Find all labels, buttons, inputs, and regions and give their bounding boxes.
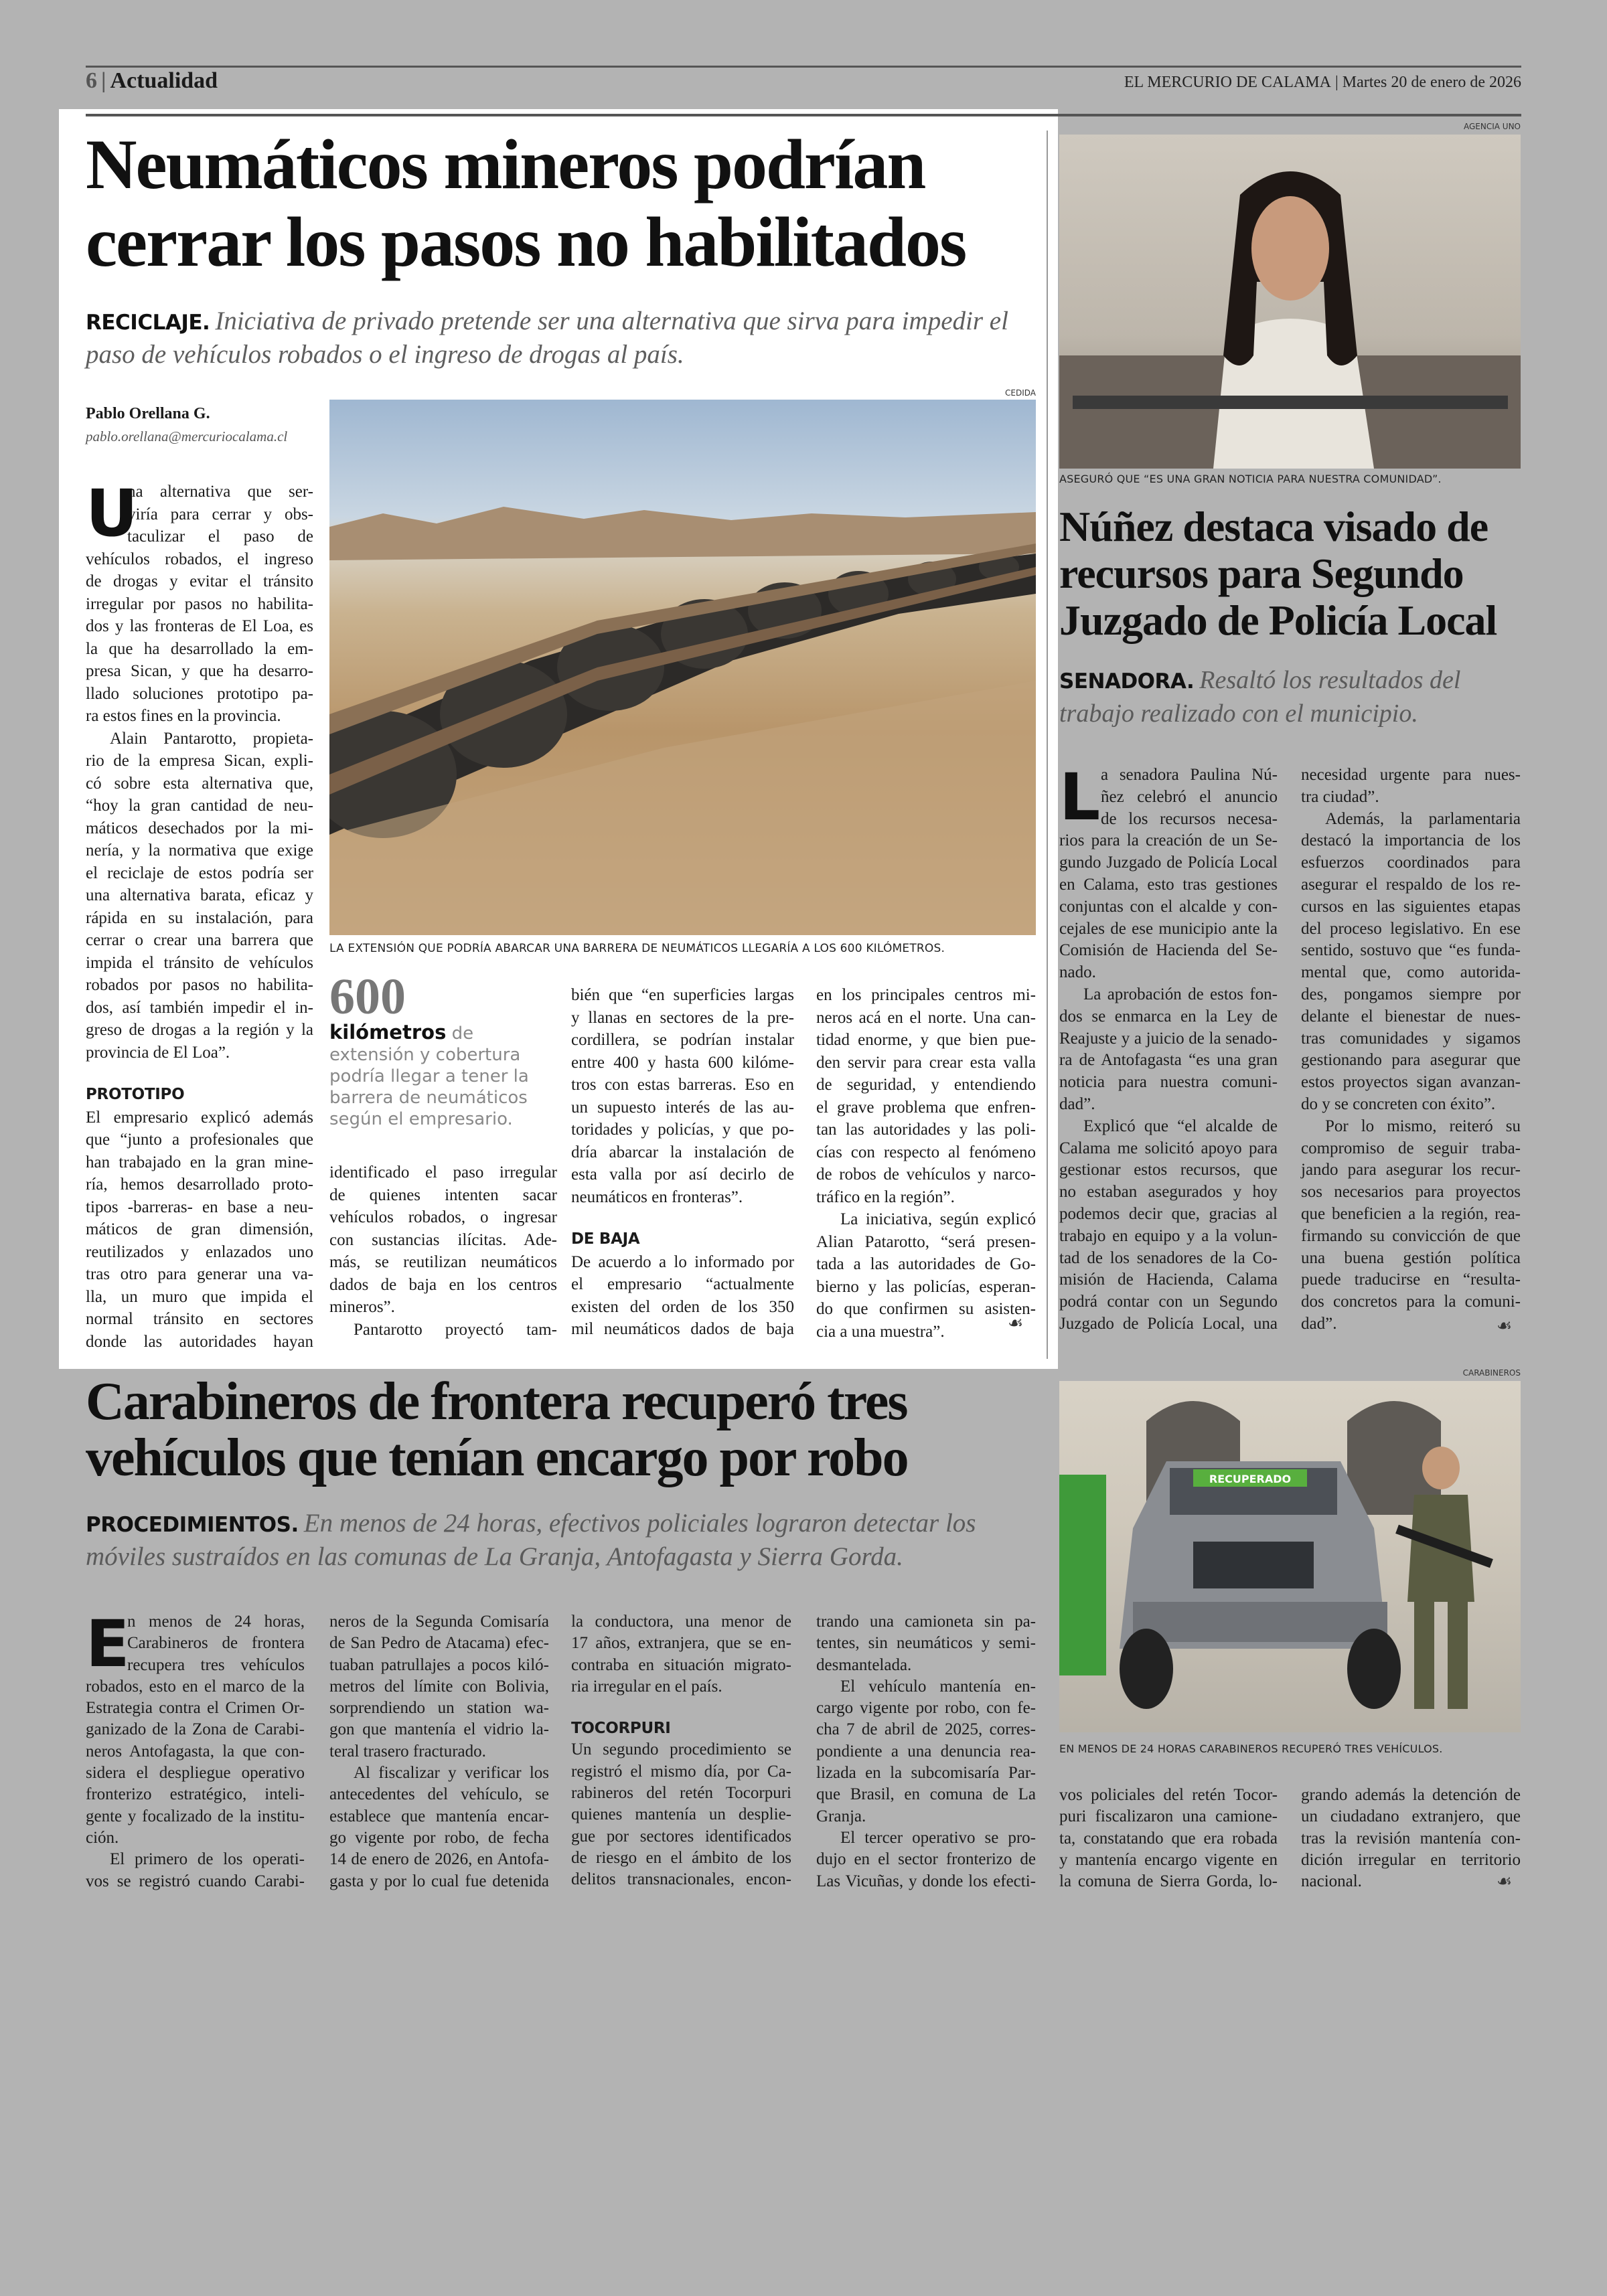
text-line: ción. xyxy=(86,1828,119,1847)
paragraph xyxy=(1301,809,1521,1116)
paragraph xyxy=(86,1607,305,1849)
text-line: misión de Hacienda, Calama xyxy=(1059,1270,1278,1289)
text-line: sos necesarios para proyectos xyxy=(1301,1183,1521,1202)
text-line: el reciclaje de estos podría ser xyxy=(86,864,313,882)
headline-line: recursos para Segundo xyxy=(1059,550,1464,597)
text-line: gon que mantenía el vidrio la- xyxy=(329,1720,549,1739)
text-line: esta valla por así decirlo de xyxy=(571,1165,794,1183)
text-line: el grave problema que enfren- xyxy=(816,1098,1036,1117)
text-line: cordillera, se podrían instalar xyxy=(571,1031,794,1049)
section-name: Actualidad xyxy=(110,68,218,93)
text-line: La aprobación de estos fon- xyxy=(1083,985,1278,1003)
text-line: que beneficien a la región, rea- xyxy=(1301,1204,1521,1223)
recovered-vehicle-illustration xyxy=(1059,1381,1521,1732)
article-3-column-3 xyxy=(571,1611,791,1891)
text-line: ganizado de la Zona de Carabi- xyxy=(86,1720,305,1739)
headline-line: Juzgado de Policía Local xyxy=(1059,596,1497,644)
article-1-column-3 xyxy=(571,984,794,1341)
text-line: necesidad urgente para nues- xyxy=(1301,766,1521,784)
text-line: sorprendiendo un station wa- xyxy=(329,1699,549,1718)
text-line: de drogas y evitar el tránsito xyxy=(86,572,313,590)
article-3-column-5 xyxy=(1059,1785,1278,1892)
text-line: presa Sican, y que ha desarro- xyxy=(86,662,313,680)
text-line: cursos en las siguientes etapas xyxy=(1301,897,1521,916)
article-1-headline xyxy=(86,126,1023,281)
text-line: desmantelada. xyxy=(816,1655,912,1674)
text-line: dados de baja en los centros xyxy=(329,1275,557,1294)
text-line: quienes mantenía un desplie- xyxy=(571,1805,791,1824)
text-line: na alternativa que ser- xyxy=(127,483,313,501)
paragraph xyxy=(1301,1116,1521,1335)
text-line: irregular por pasos no habilita- xyxy=(86,594,313,613)
byline-email[interactable]: pablo.orellana@mercuriocalama.cl xyxy=(86,428,288,444)
publication-dateline: EL MERCURIO DE CALAMA | Martes 20 de enero de 2026 xyxy=(1124,74,1521,91)
text-line: dos se enmarca en la Ley de xyxy=(1059,1007,1278,1026)
text-line: tras otro para generar una va- xyxy=(86,1265,313,1283)
text-line: des, pongamos siempre por xyxy=(1301,985,1521,1003)
paragraph xyxy=(86,1106,313,1354)
text-line: tra ciudad”. xyxy=(1301,787,1379,806)
text-line: dos y las fronteras de El Loa, es xyxy=(86,617,313,635)
text-line: greso de drogas a la región y la xyxy=(86,1021,313,1039)
text-line: dos concretos para la comuni- xyxy=(1301,1293,1521,1311)
text-line: ta, constatando que era robada xyxy=(1059,1829,1278,1848)
drop-cap: U xyxy=(86,476,138,551)
deck-text: Resaltó los resultados del trabajo realizado con el municipio. xyxy=(1059,666,1461,728)
text-line: toridades y policías, y que po- xyxy=(571,1121,794,1139)
text-line: Carabineros de frontera xyxy=(127,1634,305,1653)
paragraph xyxy=(571,984,794,1208)
recovered-sign: RECUPERADO xyxy=(1209,1473,1292,1485)
text-line: 17 años, extranjera, que se en- xyxy=(571,1634,791,1653)
text-line: conjuntas con el alcalde y con- xyxy=(1059,897,1278,916)
headline-line: vehículos que tenían encargo por robo xyxy=(86,1428,908,1487)
text-line: robados por pasos no habilita- xyxy=(86,976,313,994)
text-line: trando una camioneta sin pa- xyxy=(816,1613,1036,1631)
paragraph xyxy=(86,1849,305,1892)
text-line: nado. xyxy=(1059,963,1096,982)
text-line: dición irregular en territorio xyxy=(1301,1850,1521,1869)
photo-caption: EN MENOS DE 24 HORAS CARABINEROS RECUPERÓ TRES VEHÍCULOS. xyxy=(1059,1742,1443,1755)
text-line: dad”. xyxy=(1301,1314,1337,1333)
text-line: cargo vigente por robo, con fe- xyxy=(816,1699,1036,1718)
photo-caption: LA EXTENSIÓN QUE PODRÍA ABARCAR UNA BARRERA DE NEUMÁTICOS LLEGARÍA A LOS 600 KILÓMETROS. xyxy=(329,942,945,955)
text-line: una buena gestión política xyxy=(1301,1248,1521,1267)
text-line: mil neumáticos dados de baja xyxy=(571,1320,794,1338)
text-line: grando además la detención de xyxy=(1301,1786,1521,1804)
text-line: tada a las autoridades de Go- xyxy=(816,1255,1036,1273)
text-line: de riesgo en el ámbito de los xyxy=(571,1848,791,1867)
paragraph xyxy=(329,1611,549,1762)
header-top-rule xyxy=(86,66,1521,68)
text-line: más, se reutilizan neumáticos xyxy=(329,1253,557,1271)
text-line: Juzgado de Policía Local, una xyxy=(1059,1314,1278,1333)
text-line: destacó la importancia de los xyxy=(1301,831,1521,850)
text-line: identificado el paso irregular xyxy=(329,1163,557,1181)
text-line: nacional. xyxy=(1301,1872,1362,1891)
text-line: robados, esto en el marco de la xyxy=(86,1677,305,1696)
headline-line: Neumáticos mineros podrían xyxy=(86,125,925,203)
text-line: firmando su convicción de que xyxy=(1301,1226,1521,1245)
text-line: máticos desechados por la mi- xyxy=(86,819,313,837)
article-2-column-1 xyxy=(1059,760,1278,1335)
text-line: metros del límite con Bolivia, xyxy=(329,1677,549,1696)
pull-quote-text: de extensión y cobertura podría llegar a tener la barrera de neumáticos según el empresario. xyxy=(329,1023,529,1129)
text-line: contraba en situación migrato- xyxy=(571,1655,791,1674)
photo-caption: ASEGURÓ QUE “ES UNA GRAN NOTICIA PARA NUESTRA COMUNIDAD”. xyxy=(1059,473,1442,485)
text-line: tuaban patrullajes a pocos kiló- xyxy=(329,1655,549,1674)
article-1-column-2 xyxy=(329,1161,557,1341)
text-line: máticos de gran dimensión, xyxy=(86,1220,313,1238)
text-line: gundo Juzgado de Policía Local xyxy=(1059,853,1278,872)
text-line: que Brasil, en comuna de La xyxy=(816,1785,1036,1804)
section-rule xyxy=(86,114,1521,116)
text-line: nería, y la normativa que exige xyxy=(86,841,313,859)
column-divider xyxy=(1047,131,1048,1359)
headline-line: Carabineros de frontera recuperó tres xyxy=(86,1372,907,1431)
text-line: podemos decir que, gracias al xyxy=(1059,1204,1278,1223)
text-line: go vigente por robo, de fecha xyxy=(329,1828,549,1847)
text-line: lizada en la subcomisaría Par- xyxy=(816,1764,1036,1783)
paragraph xyxy=(1301,1785,1521,1892)
text-line: entre 400 y hasta 600 kilóme- xyxy=(571,1053,794,1072)
text-line: Alian Patarotto, “será presen- xyxy=(816,1232,1036,1251)
text-line: y llanas en sectores de la pre- xyxy=(571,1008,794,1027)
text-line: rio de la empresa Sican, expli- xyxy=(86,752,313,770)
text-line: mineros”. xyxy=(329,1298,395,1316)
text-line: gasta y por lo cual fue detenida xyxy=(329,1872,549,1890)
text-line: antecedentes del vehículo, se xyxy=(329,1785,549,1804)
text-line: Comisión de Hacienda del Se- xyxy=(1059,941,1278,960)
end-of-article-icon: ☙ xyxy=(1008,1313,1024,1333)
text-line: en los principales centros mi- xyxy=(816,986,1036,1004)
text-line: Las Vicuñas, y donde los efecti- xyxy=(816,1872,1036,1890)
text-line: có sobre esta alternativa que, xyxy=(86,774,313,793)
text-line: dujo en el sector fronterizo de xyxy=(816,1850,1036,1869)
text-line: El tercer operativo se pro- xyxy=(840,1828,1036,1847)
headline-line: cerrar los pasos no habilitados xyxy=(86,203,966,281)
text-line: Además, la parlamentaria xyxy=(1325,809,1521,828)
text-line: ra estos fines en la provincia. xyxy=(86,707,281,725)
photo-credit: CARABINEROS xyxy=(1462,1368,1521,1378)
deck-text: Iniciativa de privado pretende ser una alternativa que sirva para impedir el paso de vehículos robados o el ingreso de drogas al país. xyxy=(86,307,1008,369)
text-line: Pantarotto proyectó tam- xyxy=(354,1320,557,1339)
article-3-deck xyxy=(86,1507,1037,1573)
text-line: pondiente a una denuncia rea- xyxy=(816,1742,1036,1760)
tire-barrier-illustration xyxy=(329,400,1036,935)
paragraph xyxy=(571,1739,791,1890)
text-line: han trabajado en la gran mine- xyxy=(86,1153,313,1171)
paragraph xyxy=(816,1827,1036,1892)
text-line: bierno y las policías, esperan- xyxy=(816,1277,1036,1296)
text-line: sidera el despliegue operativo xyxy=(86,1764,305,1783)
paragraph xyxy=(816,1611,1036,1676)
text-line: tras la revisión mantenía con- xyxy=(1301,1829,1521,1848)
paragraph xyxy=(1059,1116,1278,1335)
text-line: tras comunidades y sigamos xyxy=(1301,1029,1521,1048)
article-1-deck xyxy=(86,305,1030,371)
text-line: tan las autoridades y las poli- xyxy=(816,1121,1036,1139)
text-line: registró el mismo día, por Ca- xyxy=(571,1762,791,1781)
text-line: mental que, como autorida- xyxy=(1301,963,1521,982)
text-line: El primero de los operati- xyxy=(110,1850,305,1869)
text-line: normal tránsito en sectores xyxy=(86,1310,313,1328)
text-line: viría para cerrar y obs- xyxy=(127,505,313,523)
text-line: n menos de 24 horas, xyxy=(127,1613,305,1631)
paragraph xyxy=(1059,760,1278,984)
text-line: cerrar o crear una barrera que xyxy=(86,931,313,949)
text-line: existen del orden de los 350 xyxy=(571,1297,794,1316)
article-3-column-6 xyxy=(1301,1785,1521,1892)
page-section-label: 6 | Actualidad xyxy=(86,68,218,93)
text-line: rabineros del retén Tocorpuri xyxy=(571,1784,791,1803)
text-line: la que ha desarrollado la em- xyxy=(86,639,313,658)
text-line: ria irregular en el país. xyxy=(571,1677,722,1696)
text-line: ñez celebró el anuncio xyxy=(1101,787,1278,806)
text-line: do que confirmen su asisten- xyxy=(816,1300,1036,1318)
paragraph xyxy=(1059,1785,1278,1892)
text-line: de San Pedro de Atacama) efec- xyxy=(329,1634,549,1653)
text-line: donde las autoridades hayan xyxy=(86,1332,313,1351)
text-line: “hoy la gran cantidad de neu- xyxy=(86,797,313,815)
text-line: gente y focalizado de la institu- xyxy=(86,1807,305,1825)
text-line: bién que “en superficies largas xyxy=(571,986,794,1004)
text-line: vehículos robados, el ingreso xyxy=(86,550,313,568)
text-line: neros Antofagasta, la que con- xyxy=(86,1742,305,1760)
text-line: cías con respecto al fenómeno xyxy=(816,1143,1036,1161)
text-line: Alain Pantarotto, propieta- xyxy=(110,729,313,748)
text-line: a senadora Paulina Nú- xyxy=(1101,766,1278,784)
text-line: sentido, sostuvo que “es funda- xyxy=(1301,941,1521,960)
text-line: den servir para crear esta valla xyxy=(816,1053,1036,1072)
text-line: gue por sectores identificados xyxy=(571,1827,791,1846)
text-line: noticia para nuestra comuni- xyxy=(1059,1073,1278,1092)
text-line: la conductora, una menor de xyxy=(571,1613,791,1631)
text-line: lla, un muro que impida el xyxy=(86,1287,313,1306)
pull-quote-number: 600 xyxy=(329,969,406,1025)
article-2-deck xyxy=(1059,664,1521,730)
text-line: que “junto a profesionales que xyxy=(86,1131,313,1149)
end-of-article-icon: ☙ xyxy=(1497,1316,1513,1335)
text-line: puri fiscalizaron una camione- xyxy=(1059,1807,1278,1826)
text-line: de quienes intenten sacar xyxy=(329,1185,557,1204)
text-line: gestionar estos recursos, que xyxy=(1059,1161,1278,1179)
paragraph xyxy=(329,1319,557,1341)
text-line: neumáticos en fronteras”. xyxy=(571,1187,743,1206)
pull-quote xyxy=(329,969,557,1130)
text-line: cia a una muestra”. xyxy=(816,1322,945,1341)
text-line: Por lo mismo, reiteró su xyxy=(1325,1117,1521,1135)
text-line: del proceso legislativo. En ese xyxy=(1301,919,1521,938)
text-line: no estaban asegurados y hoy xyxy=(1059,1183,1278,1202)
text-line: el empresario “actualmente xyxy=(571,1275,794,1293)
text-line: tros con estas barreras. Eso en xyxy=(571,1076,794,1094)
senator-photo xyxy=(1059,135,1521,469)
text-line: un supuesto interés de las au- xyxy=(571,1098,794,1117)
text-line: fronterizo estratégico, inteli- xyxy=(86,1785,305,1804)
text-line: un ciudadano extranjero, que xyxy=(1301,1807,1521,1826)
article-1-column-4 xyxy=(816,984,1036,1343)
end-of-article-icon: ☙ xyxy=(1497,1872,1513,1891)
text-line: provincia de El Loa”. xyxy=(86,1043,230,1062)
text-line: podrá contar con un Segundo xyxy=(1059,1293,1278,1311)
text-line: ra de Antofagasta “es una gran xyxy=(1059,1051,1278,1070)
text-line: La iniciativa, según explicó xyxy=(840,1210,1036,1228)
article-1-column-1 xyxy=(86,476,313,1353)
text-line: Calama me solicitó apoyo para xyxy=(1059,1139,1278,1157)
paragraph xyxy=(329,1161,557,1319)
subheading: DE BAJA xyxy=(571,1230,640,1248)
paragraph xyxy=(86,728,313,1064)
photo-credit: AGENCIA UNO xyxy=(1463,122,1521,131)
text-line: Explicó que “el alcalde de xyxy=(1083,1117,1278,1135)
text-line: una alternativa barata, eficaz y xyxy=(86,886,313,904)
kicker: PROCEDIMIENTOS. xyxy=(86,1513,299,1537)
article-3-column-2 xyxy=(329,1611,549,1892)
paragraph xyxy=(816,1676,1036,1827)
text-line: El empresario explicó además xyxy=(86,1108,313,1127)
headline-line: Núñez destaca visado de xyxy=(1059,503,1488,550)
paragraph xyxy=(816,984,1036,1208)
text-line: tad de los senadores de la Co- xyxy=(1059,1248,1278,1267)
text-line: dría abarcar la instalación de xyxy=(571,1143,794,1161)
photo-credit: CEDIDA xyxy=(1005,388,1036,398)
text-line: cejales de ese municipio ante la xyxy=(1059,919,1278,938)
recovered-vehicle-photo xyxy=(1059,1381,1521,1732)
text-line: llado soluciones prototipo pa- xyxy=(86,684,313,703)
text-line: tráfico en la región”. xyxy=(816,1187,955,1206)
byline-author: Pablo Orellana G. xyxy=(86,405,210,422)
text-line: vehículos robados, o ingresar xyxy=(329,1208,557,1226)
text-line: tidad enorme, y que bien pue- xyxy=(816,1031,1036,1049)
text-line: ría, hemos desarrollado proto- xyxy=(86,1175,313,1194)
article-3-column-1 xyxy=(86,1607,305,1892)
text-line: Un segundo procedimiento se xyxy=(571,1740,791,1759)
article-2-column-2 xyxy=(1301,764,1521,1335)
paragraph xyxy=(1301,764,1521,809)
page-number: 6 xyxy=(86,68,97,93)
pull-quote-unit: kilómetros xyxy=(329,1021,447,1044)
publication-date: Martes 20 de enero de 2026 xyxy=(1342,74,1521,91)
article-3-headline xyxy=(86,1374,1030,1486)
text-line: do y se concreten con éxito”. xyxy=(1301,1094,1496,1113)
text-line: de robos de vehículos y narco- xyxy=(816,1165,1036,1183)
text-line: de los recursos necesa- xyxy=(1101,809,1278,828)
text-line: De acuerdo a lo informado por xyxy=(571,1252,794,1271)
text-line: rápida en su instalación, para xyxy=(86,908,313,927)
drop-cap: E xyxy=(86,1607,130,1682)
text-line: 14 de enero de 2026, en Antofa- xyxy=(329,1850,549,1869)
paragraph xyxy=(86,476,313,728)
text-line: Granja. xyxy=(816,1807,866,1825)
text-line: en Calama, esto tras gestiones xyxy=(1059,875,1278,894)
kicker: SENADORA. xyxy=(1059,669,1195,693)
text-line: neros acá en el norte. Una can- xyxy=(816,1008,1036,1027)
text-line: delitos transnacionales, encon- xyxy=(571,1870,791,1889)
text-line: tentes, sin neumáticos y semi- xyxy=(816,1634,1036,1653)
text-line: neros de la Segunda Comisaría xyxy=(329,1613,549,1631)
text-line: delante el bienestar de nues- xyxy=(1301,1007,1521,1026)
text-line: dad”. xyxy=(1059,1094,1095,1113)
paragraph xyxy=(571,1611,791,1698)
text-line: trabajo en equipo y a la volun- xyxy=(1059,1226,1278,1245)
text-line: cha 7 de abril de 2025, corres- xyxy=(816,1720,1036,1739)
text-line: Estrategia contra el Crimen Or- xyxy=(86,1699,305,1718)
text-line: compromiso de seguir traba- xyxy=(1301,1139,1521,1157)
text-line: rios para la creación de un Se- xyxy=(1059,831,1278,850)
text-line: puede traducirse en “resulta- xyxy=(1301,1270,1521,1289)
text-line: recupera tres vehículos xyxy=(127,1655,305,1674)
text-line: tipos -barreras- en base a neu- xyxy=(86,1198,313,1216)
text-line: estos proyectos sigan avanzan- xyxy=(1301,1073,1521,1092)
text-line: con sustancias ilícitas. Ade- xyxy=(329,1230,557,1249)
text-line: gestionando para asegurar que xyxy=(1301,1051,1521,1070)
text-line: vos policiales del retén Tocor- xyxy=(1059,1786,1278,1804)
publication-name: EL MERCURIO DE CALAMA xyxy=(1124,74,1331,91)
text-line: de seguridad, y entendiendo xyxy=(816,1076,1036,1094)
subheading: TOCORPURI xyxy=(571,1720,671,1738)
tire-barrier-photo xyxy=(329,400,1036,935)
paragraph xyxy=(816,1208,1036,1343)
text-line: reutilizados y enlazados uno xyxy=(86,1242,313,1261)
deck-text: En menos de 24 horas, efectivos policiales lograron detectar los móviles sustraídos en las comunas de La Granja, Antofagasta y Sierra Gorda. xyxy=(86,1509,976,1571)
text-line: vos se registró cuando Carabi- xyxy=(86,1872,305,1890)
text-line: taculizar el paso de xyxy=(127,527,313,546)
text-line: Al fiscalizar y verificar los xyxy=(354,1764,549,1783)
senator-portrait-illustration xyxy=(1059,135,1521,469)
article-3-column-4 xyxy=(816,1611,1036,1892)
article-2-headline xyxy=(1059,503,1521,644)
kicker: RECICLAJE. xyxy=(86,311,210,335)
text-line: jando para asegurar los recur- xyxy=(1301,1161,1521,1179)
drop-cap: L xyxy=(1059,760,1101,835)
paragraph xyxy=(329,1762,549,1892)
text-line: esfuerzos coordinados para xyxy=(1301,853,1521,872)
text-line: El vehículo mantenía en- xyxy=(840,1677,1036,1696)
text-line: Reajuste y a juicio de la senado- xyxy=(1059,1029,1278,1048)
subheading: PROTOTIPO xyxy=(86,1086,185,1103)
paragraph xyxy=(571,1251,794,1341)
paragraph xyxy=(1059,984,1278,1116)
text-line: la comuna de Sierra Gorda, lo- xyxy=(1059,1872,1278,1891)
text-line: impida el tránsito de vehículos xyxy=(86,953,313,972)
text-line: asegurar el respaldo de los re- xyxy=(1301,875,1521,894)
text-line: y mantenía encargo vigente en xyxy=(1059,1850,1278,1869)
text-line: establece que mantenía encar- xyxy=(329,1807,549,1825)
text-line: dos, así también impedir el in- xyxy=(86,998,313,1017)
text-line: teral trasero fracturado. xyxy=(329,1742,486,1760)
